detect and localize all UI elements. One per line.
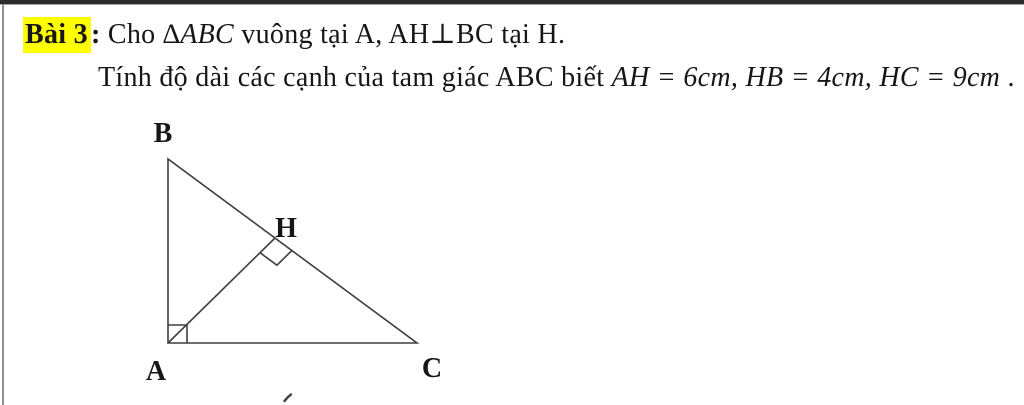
line2-period: . — [1000, 62, 1015, 93]
vertex-label-h: H — [275, 213, 297, 244]
line1-text-rest: vuông tại A, AH⊥BC tại H. — [234, 19, 566, 50]
vertex-label-c: C — [421, 353, 443, 384]
top-border-bar — [0, 0, 1024, 5]
problem-statement-line1 — [23, 19, 565, 51]
vertex-label-b: B — [153, 118, 173, 149]
line1-math-triangle-abc: ∆ABC — [162, 19, 234, 50]
line1-text-prefix: Cho — [100, 19, 163, 50]
problem-statement-line2 — [98, 62, 1015, 94]
problem-number-highlight: Bài 3 — [23, 17, 91, 53]
left-border-rule — [2, 4, 4, 405]
problem-colon: : — [90, 19, 101, 50]
cropped-text-fragment — [285, 395, 292, 402]
line2-math-measures: AH = 6cm, HB = 4cm, HC = 9cm — [611, 62, 1001, 93]
right-angle-marker-h — [260, 251, 292, 266]
altitude-ah-line — [168, 238, 275, 343]
line2-text-prefix: Tính độ dài các cạnh của tam giác ABC biết — [98, 62, 612, 93]
right-angle-marker-a — [168, 325, 187, 343]
triangle-abc-outline — [168, 159, 417, 343]
vertex-label-a: A — [145, 356, 167, 387]
